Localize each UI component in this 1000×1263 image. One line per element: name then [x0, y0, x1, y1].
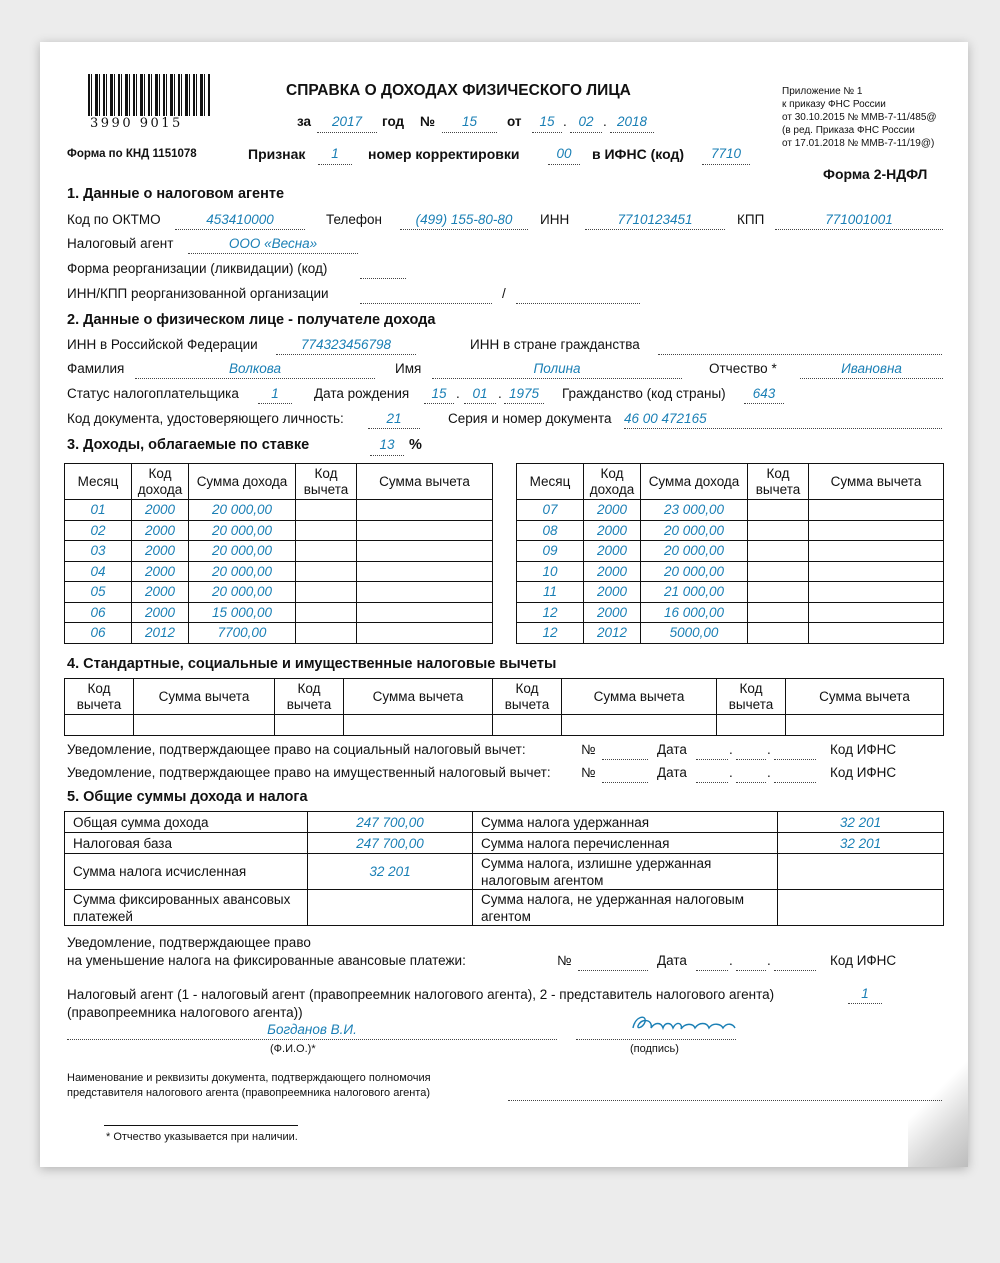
income-code-cell: 2000 [584, 541, 641, 562]
dotted-line [696, 970, 728, 971]
patronymic-value: Ивановна [841, 361, 902, 376]
month-cell: 06 [65, 602, 132, 623]
tax-transferred-value: 32 201 [778, 833, 944, 854]
col-income-code: Код дохода [132, 464, 189, 500]
dotted-line [736, 970, 766, 971]
footnote: * Отчество указывается при наличии. [106, 1131, 298, 1143]
citizenship-value: 643 [752, 386, 776, 401]
status-label: Статус налогоплательщика [67, 386, 239, 401]
doc-num-label: Серия и номер документа [448, 411, 612, 426]
dotted-line [696, 782, 728, 783]
income-sum-cell: 20 000,00 [189, 561, 296, 582]
tax-rate: 13 [379, 437, 395, 452]
page-curl [908, 1047, 968, 1167]
tax-overwithheld-label: Сумма налога, излишне удержанная налоговым агентом [473, 854, 778, 890]
date-dot: . [767, 953, 771, 968]
ifns-code-label: Код ИФНС [830, 953, 897, 968]
deduction-code-cell [748, 602, 809, 623]
deduction-cell [344, 715, 493, 736]
dob-day: 15 [431, 386, 447, 401]
barcode-number: 3990 9015 [90, 116, 183, 131]
month-cell: 12 [517, 602, 584, 623]
dotted-line [317, 132, 377, 133]
percent-sign: % [409, 437, 422, 453]
s4-title: 4. Стандартные, социальные и имущественные налоговые вычеты [67, 656, 557, 672]
dotted-line [370, 455, 404, 456]
doc-num-value: 46 00 472165 [624, 411, 707, 426]
deduction-cell [65, 715, 134, 736]
ifns-value: 7710 [710, 146, 742, 161]
status-value: 1 [271, 386, 279, 401]
deduction-code-cell [296, 520, 357, 541]
date-label: Дата [657, 953, 687, 968]
total-income-value: 247 700,00 [308, 812, 473, 833]
deduction-cell [562, 715, 717, 736]
table-row [65, 500, 493, 521]
deduction-sum-cell [357, 500, 493, 521]
notice-social: Уведомление, подтверждающее право на социальный налоговый вычет: [67, 742, 526, 757]
deduction-code-cell [296, 623, 357, 644]
inn-rf-label: ИНН в Российской Федерации [67, 337, 258, 352]
num-label: № [581, 742, 596, 757]
col-deduction-code: Код вычета [275, 679, 344, 715]
income-code-cell: 2000 [584, 582, 641, 603]
notice-property: Уведомление, подтверждающее право на имущественный налоговый вычет: [67, 765, 551, 780]
income-sum-cell: 15 000,00 [189, 602, 296, 623]
ifns-code-label: Код ИФНС [830, 765, 897, 780]
dotted-line [318, 164, 352, 165]
total-income-label: Общая сумма дохода [65, 812, 308, 833]
date-label: Дата [657, 765, 687, 780]
attachment-line4: (в ред. Приказа ФНС России [782, 125, 915, 136]
date-dot: . [767, 765, 771, 780]
page-title: СПРАВКА О ДОХОДАХ ФИЗИЧЕСКОГО ЛИЦА [286, 82, 631, 99]
dotted-line [800, 378, 943, 379]
patronymic-label: Отчество * [709, 361, 777, 376]
dotted-line [702, 164, 750, 165]
tax-base-label: Налоговая база [65, 833, 308, 854]
col-income-code: Код дохода [584, 464, 641, 500]
dotted-line [658, 354, 942, 355]
income-code-cell: 2000 [584, 561, 641, 582]
col-month: Месяц [65, 464, 132, 500]
deduction-code-cell [748, 582, 809, 603]
table-row [517, 623, 944, 644]
dotted-line [570, 132, 602, 133]
dotted-line [442, 132, 497, 133]
surname-label: Фамилия [67, 361, 125, 376]
dotted-line [504, 403, 544, 404]
totals-table [64, 811, 944, 926]
deduction-sum-cell [357, 561, 493, 582]
income-code-cell: 2012 [584, 623, 641, 644]
income-sum-cell: 20 000,00 [189, 582, 296, 603]
tax-calculated-value: 32 201 [308, 854, 473, 890]
income-sum-cell: 20 000,00 [189, 541, 296, 562]
signature-caption: (подпись) [630, 1043, 679, 1055]
deduction-sum-cell [357, 602, 493, 623]
agent-fio: Богданов В.И. [267, 1022, 357, 1037]
dotted-line [135, 378, 375, 379]
dotted-line [508, 1100, 942, 1101]
name-value: Полина [533, 361, 581, 376]
dotted-line [258, 403, 292, 404]
table-row [517, 561, 944, 582]
period-year: 2017 [331, 114, 363, 129]
deduction-cell [717, 715, 786, 736]
tax-not-withheld-label: Сумма налога, не удержанная налоговым агентом [473, 890, 778, 926]
income-sum-cell: 23 000,00 [641, 500, 748, 521]
income-sum-cell: 21 000,00 [641, 582, 748, 603]
date-dot: . [456, 386, 460, 401]
fixed-advance-value [308, 890, 473, 926]
deduction-sum-cell [809, 561, 944, 582]
table-row [517, 582, 944, 603]
ifns-label: в ИФНС (код) [592, 146, 685, 162]
income-sum-cell: 20 000,00 [641, 520, 748, 541]
tax-withheld-label: Сумма налога удержанная [473, 812, 778, 833]
dotted-line [432, 378, 682, 379]
income-sum-cell: 7700,00 [189, 623, 296, 644]
month-cell: 08 [517, 520, 584, 541]
month-cell: 07 [517, 500, 584, 521]
col-deduction-sum: Сумма вычета [786, 679, 944, 715]
income-code-cell: 2000 [132, 582, 189, 603]
col-deduction-sum: Сумма вычета [357, 464, 493, 500]
income-table-right [516, 463, 944, 644]
dotted-line [774, 759, 816, 760]
surname-value: Волкова [229, 361, 281, 376]
deduction-sum-cell [809, 623, 944, 644]
dotted-line [602, 782, 648, 783]
dotted-line [400, 229, 528, 230]
col-deduction-sum: Сумма вычета [344, 679, 493, 715]
form-name: Форма 2-НДФЛ [823, 166, 928, 182]
tax-withheld-value: 32 201 [778, 812, 944, 833]
table-row [65, 582, 493, 603]
agent-label: Налоговый агент [67, 236, 174, 251]
table-row [517, 520, 944, 541]
s5-title: 5. Общие суммы дохода и налога [67, 789, 308, 805]
month-cell: 02 [65, 520, 132, 541]
month-cell: 04 [65, 561, 132, 582]
date-label: Дата [657, 742, 687, 757]
income-code-cell: 2000 [584, 500, 641, 521]
korr-value: 00 [556, 146, 572, 161]
deduction-cell [786, 715, 944, 736]
date-dot: . [498, 386, 502, 401]
dotted-line [610, 132, 654, 133]
deduction-sum-cell [809, 541, 944, 562]
dotted-line [516, 303, 640, 304]
tax-overwithheld-value [778, 854, 944, 890]
col-income-sum: Сумма дохода [189, 464, 296, 500]
knd-code: Форма по КНД 1151078 [67, 148, 197, 160]
attachment-line5: от 17.01.2018 № ММВ-7-11/19@) [782, 138, 935, 149]
dotted-line [585, 229, 725, 230]
authority-doc-l1: Наименование и реквизиты документа, подтверждающего полномочия [67, 1072, 431, 1084]
kpp-label: КПП [737, 212, 765, 227]
date-dot: . [729, 742, 733, 757]
col-month: Месяц [517, 464, 584, 500]
dotted-line [696, 759, 728, 760]
month-cell: 10 [517, 561, 584, 582]
table-row [65, 520, 493, 541]
dotted-line [774, 970, 816, 971]
col-income-sum: Сумма дохода [641, 464, 748, 500]
income-code-cell: 2000 [132, 602, 189, 623]
table-row [65, 541, 493, 562]
period-god-label: год [382, 114, 405, 129]
deduction-sum-cell [809, 500, 944, 521]
deduction-code-cell [748, 561, 809, 582]
num-label: № [557, 953, 572, 968]
deduction-cell [275, 715, 344, 736]
deduction-code-cell [748, 541, 809, 562]
tax-calculated-label: Сумма налога исчисленная [65, 854, 308, 890]
month-cell: 01 [65, 500, 132, 521]
num-label: № [581, 765, 596, 780]
dotted-line [774, 782, 816, 783]
inn-label: ИНН [540, 212, 570, 227]
agent-type-text-l2: (правопреемника налогового агента)) [67, 1005, 303, 1020]
reorg-inn-label: ИНН/КПП реорганизованной организации [67, 286, 329, 301]
table-row [517, 541, 944, 562]
income-code-cell: 2012 [132, 623, 189, 644]
dotted-line [602, 759, 648, 760]
period-ot-label: от [507, 114, 522, 129]
agent-value: ООО «Весна» [228, 236, 318, 251]
month-cell: 12 [517, 623, 584, 644]
dotted-line [848, 1003, 882, 1004]
col-deduction-sum: Сумма вычета [562, 679, 717, 715]
notice-fixed-l1: Уведомление, подтверждающее право [67, 935, 311, 950]
priznak-label: Признак [248, 146, 306, 162]
oktmo-label: Код по ОКТМО [67, 212, 161, 227]
deduction-cell [493, 715, 562, 736]
signature [625, 1010, 745, 1038]
deduction-sum-cell [357, 582, 493, 603]
month-cell: 05 [65, 582, 132, 603]
period-day: 15 [539, 114, 555, 129]
col-deduction-sum: Сумма вычета [134, 679, 275, 715]
col-deduction-code: Код вычета [493, 679, 562, 715]
month-cell: 09 [517, 541, 584, 562]
dotted-line [624, 428, 942, 429]
dotted-line [576, 1039, 736, 1040]
dotted-line [775, 229, 943, 230]
income-sum-cell: 20 000,00 [641, 561, 748, 582]
income-code-cell: 2000 [132, 541, 189, 562]
col-deduction-code: Код вычета [65, 679, 134, 715]
dotted-line [744, 403, 784, 404]
income-code-cell: 2000 [584, 602, 641, 623]
form-sheet [40, 42, 968, 1167]
dotted-line [578, 970, 648, 971]
income-table-left [64, 463, 493, 644]
doc-code-value: 21 [386, 411, 402, 426]
tax-not-withheld-value [778, 890, 944, 926]
deduction-cell [134, 715, 275, 736]
table-row [65, 623, 493, 644]
income-code-cell: 2000 [132, 500, 189, 521]
income-code-cell: 2000 [132, 561, 189, 582]
period-yr: 2018 [616, 114, 648, 129]
deduction-sum-cell [357, 623, 493, 644]
period-za-label: за [297, 114, 312, 129]
s2-title: 2. Данные о физическом лице - получателе дохода [67, 312, 436, 328]
s1-title: 1. Данные о налоговом агенте [67, 186, 285, 202]
deductions-table [64, 678, 944, 736]
income-sum-cell: 20 000,00 [189, 520, 296, 541]
table-row [517, 602, 944, 623]
dotted-line [424, 403, 454, 404]
tax-base-value: 247 700,00 [308, 833, 473, 854]
authority-doc-l2: представителя налогового агента (правопреемника налогового агента) [67, 1087, 430, 1099]
deduction-sum-cell [809, 520, 944, 541]
doc-code-label: Код документа, удостоверяющего личность: [67, 411, 344, 426]
dotted-line [548, 164, 580, 165]
table-row [517, 500, 944, 521]
deduction-code-cell [296, 602, 357, 623]
tax-transferred-label: Сумма налога перечисленная [473, 833, 778, 854]
dotted-line [360, 278, 406, 279]
dotted-line [736, 759, 766, 760]
dotted-line [464, 403, 496, 404]
deduction-code-cell [296, 541, 357, 562]
fio-caption: (Ф.И.О.)* [270, 1043, 316, 1055]
fixed-advance-label: Сумма фиксированных авансовых платежей [65, 890, 308, 926]
attachment-line3: от 30.10.2015 № ММВ-7-11/485@ [782, 112, 937, 123]
dotted-line [276, 354, 416, 355]
barcode [88, 74, 210, 116]
dotted-line [188, 253, 358, 254]
income-sum-cell: 20 000,00 [641, 541, 748, 562]
month-cell: 11 [517, 582, 584, 603]
income-sum-cell: 20 000,00 [189, 500, 296, 521]
income-sum-cell: 5000,00 [641, 623, 748, 644]
date-dot: . [603, 114, 607, 129]
dotted-line [175, 229, 305, 230]
period-num-label: № [420, 114, 436, 129]
dotted-line [368, 428, 420, 429]
ifns-code-label: Код ИФНС [830, 742, 897, 757]
dob-label: Дата рождения [314, 386, 410, 401]
dotted-line [67, 1039, 557, 1040]
col-deduction-sum: Сумма вычета [809, 464, 944, 500]
attachment-line2: к приказу ФНС России [782, 99, 886, 110]
table-row [65, 561, 493, 582]
deduction-sum-cell [357, 520, 493, 541]
month-cell: 03 [65, 541, 132, 562]
deduction-code-cell [296, 561, 357, 582]
deduction-code-cell [748, 623, 809, 644]
phone-value: (499) 155-80-80 [415, 212, 513, 227]
inn-foreign-label: ИНН в стране гражданства [470, 337, 640, 352]
date-dot: . [729, 765, 733, 780]
agent-type-value: 1 [861, 986, 869, 1001]
deduction-code-cell [296, 582, 357, 603]
korr-label: номер корректировки [368, 146, 520, 162]
dotted-line [736, 782, 766, 783]
income-code-cell: 2000 [132, 520, 189, 541]
dotted-line [360, 303, 492, 304]
date-dot: . [729, 953, 733, 968]
deduction-sum-cell [809, 582, 944, 603]
slash: / [502, 286, 506, 301]
name-label: Имя [395, 361, 422, 376]
oktmo-value: 453410000 [206, 212, 274, 227]
reorg-label: Форма реорганизации (ликвидации) (код) [67, 261, 328, 276]
attachment-line1: Приложение № 1 [782, 86, 863, 97]
phone-label: Телефон [326, 212, 383, 227]
inn-rf-value: 774323456798 [300, 337, 392, 352]
table-row [65, 602, 493, 623]
priznak-value: 1 [331, 146, 339, 161]
inn-value: 7710123451 [617, 212, 693, 227]
agent-type-text: Налоговый агент (1 - налоговый агент (правопреемник налогового агента), 2 - представитель налогового агента) [67, 987, 775, 1002]
citizenship-label: Гражданство (код страны) [562, 386, 726, 401]
month-cell: 06 [65, 623, 132, 644]
deduction-code-cell [296, 500, 357, 521]
dob-year: 1975 [508, 386, 540, 401]
deduction-code-cell [748, 520, 809, 541]
col-deduction-code: Код вычета [748, 464, 809, 500]
income-sum-cell: 16 000,00 [641, 602, 748, 623]
col-deduction-code: Код вычета [717, 679, 786, 715]
footnote-separator [104, 1125, 298, 1126]
deduction-code-cell [748, 500, 809, 521]
notice-fixed-l2: на уменьшение налога на фиксированные авансовые платежи: [67, 953, 466, 968]
col-deduction-code: Код вычета [296, 464, 357, 500]
s3-title: 3. Доходы, облагаемые по ставке [67, 437, 310, 453]
period-num: 15 [461, 114, 478, 129]
dob-month: 01 [472, 386, 488, 401]
date-dot: . [767, 742, 771, 757]
income-code-cell: 2000 [584, 520, 641, 541]
deduction-sum-cell [357, 541, 493, 562]
period-month: 02 [578, 114, 594, 129]
dotted-line [532, 132, 562, 133]
date-dot: . [563, 114, 567, 129]
deduction-sum-cell [809, 602, 944, 623]
kpp-value: 771001001 [825, 212, 893, 227]
